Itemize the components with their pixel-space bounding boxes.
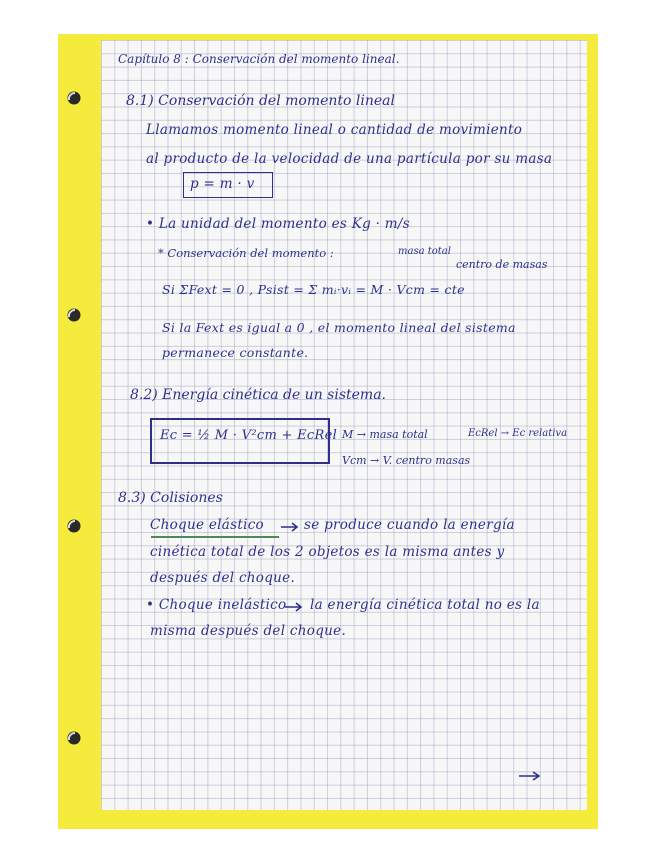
conservation-label: * Conservación del momento : [158,246,334,260]
masa-total-note: masa total [398,246,451,257]
note-ecrel: EcRel → Ec relativa [468,428,568,439]
paragraph-line: la energía cinética total no es la [310,597,540,613]
binder-hole-icon [66,518,82,534]
paragraph-line: Llamamos momento lineal o cantidad de movimiento [146,122,523,138]
conservation-formula: Si ΣFext = 0 , Psist = Σ mᵢ·vᵢ = M · Vcm = cte [162,282,465,297]
section-heading-8-1: 8.1) Conservación del momento lineal [126,93,396,109]
note-vcm: Vcm → V. centro masas [342,454,471,467]
arrow-right-icon [284,601,304,613]
section-heading-8-2: 8.2) Energía cinética de un sistema. [130,387,386,403]
inelastic-label: • Choque inelástico [146,597,287,613]
paragraph-line: al producto de la velocidad de una partícula por su masa [146,151,553,167]
paragraph-line: misma después del choque. [150,623,347,639]
paragraph-line: se produce cuando la energía [304,517,515,533]
paragraph-line: cinética total de los 2 objetos es la misma antes y [150,544,505,560]
binder-hole-icon [66,90,82,106]
section-heading-8-3: 8.3) Colisiones [118,490,223,506]
paragraph-line: después del choque. [150,570,296,586]
elastic-label: Choque elástico [150,517,264,533]
arrow-right-icon [518,770,542,782]
kinetic-energy-formula: Ec = ½ M · V²cm + EcRel [160,428,338,443]
unit-line: • La unidad del momento es Kg · m/s [146,216,410,232]
binder-hole-icon [66,730,82,746]
arrow-right-icon [280,521,300,533]
momentum-formula: p = m · v [190,176,255,192]
paragraph-line: permanece constante. [162,345,309,360]
paragraph-line: Si la Fext es igual a 0 , el momento lineal del sistema [162,320,516,335]
green-underline [151,536,279,538]
chapter-title: Capítulo 8 : Conservación del momento lineal. [118,52,400,66]
binder-hole-icon [66,307,82,323]
note-mass: M → masa total [342,428,428,441]
centro-masas-note: centro de masas [456,258,548,271]
